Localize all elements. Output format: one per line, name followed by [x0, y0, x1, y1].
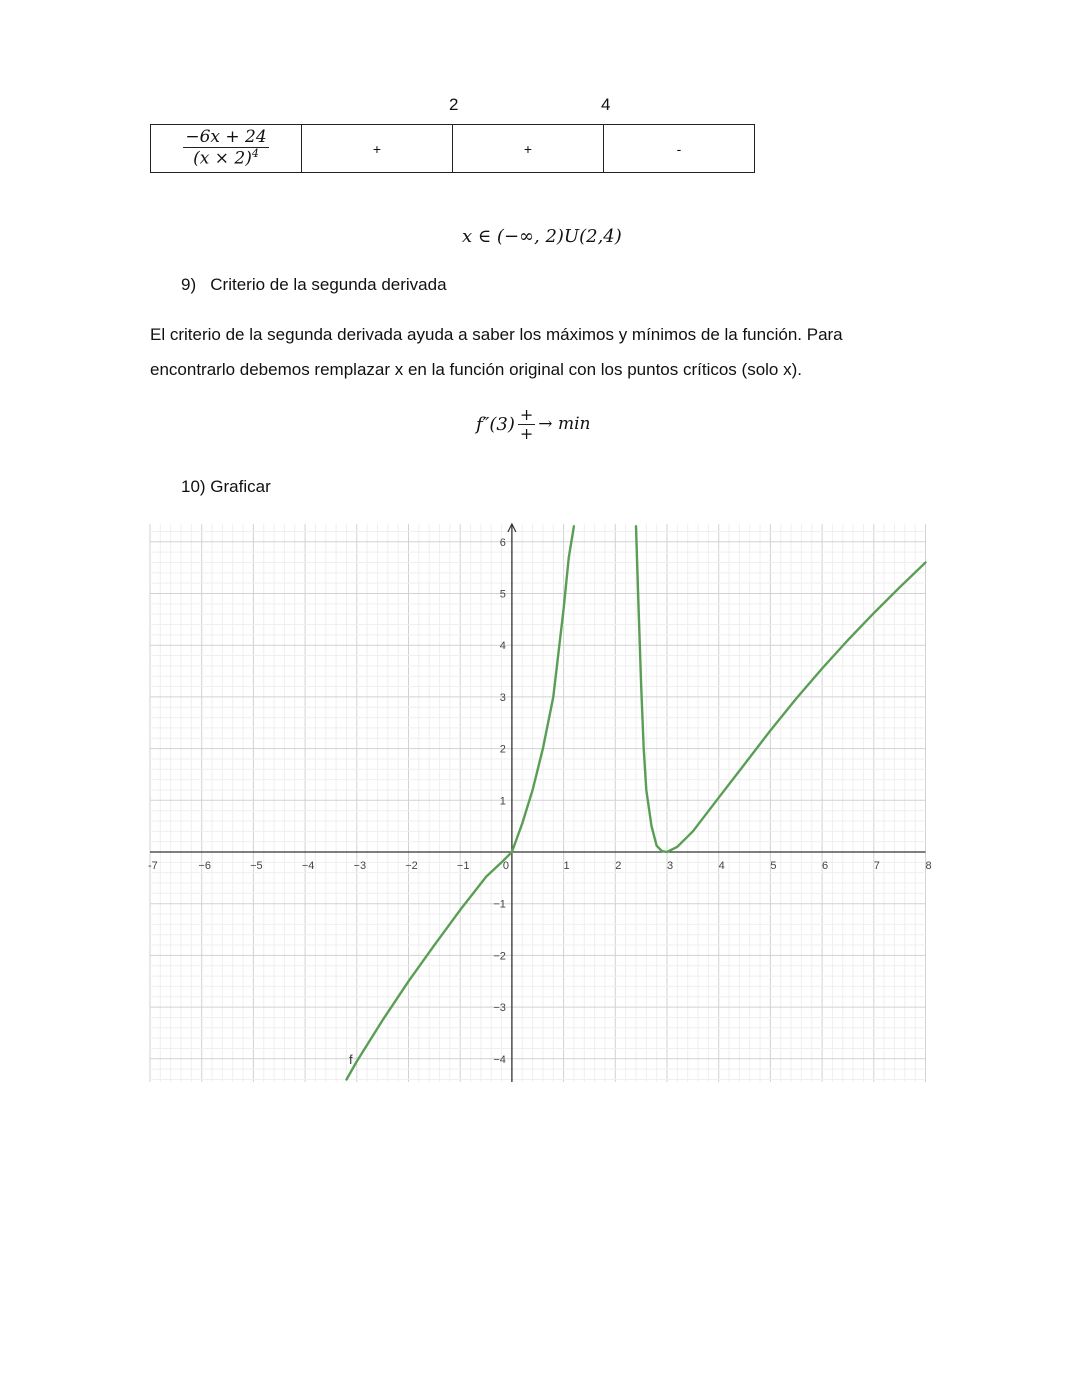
y-tick-label: 1: [499, 795, 506, 808]
section-9-paragraph: [150, 317, 843, 387]
y-tick-label: 3: [499, 691, 506, 704]
criterion-fraction-bottom: +: [519, 423, 534, 443]
criterion-result: → min: [538, 414, 591, 435]
x-tick-label: -7: [148, 860, 158, 872]
x-tick-label: 4: [718, 860, 725, 872]
table-row: [151, 125, 755, 173]
x-tick-label: −4: [301, 860, 315, 872]
rational-expression: [183, 128, 268, 168]
x-tick-label: −1: [456, 860, 470, 872]
section-9-heading: 9) Criterio de la segunda derivada: [181, 275, 447, 294]
section-10-heading: 10) Graficar: [181, 477, 271, 496]
criterion-sign-fraction: [518, 406, 535, 442]
x-tick-label: 0: [502, 860, 509, 872]
y-tick-label: 6: [499, 536, 506, 549]
x-tick-label: −6: [198, 860, 211, 872]
function-graph: [148, 520, 932, 1086]
sign-table: [150, 124, 755, 173]
x-tick-label: −5: [250, 860, 263, 872]
sign-table-boundary-4: 4: [601, 95, 611, 114]
expression-numerator: −6x + 24: [185, 127, 267, 148]
denominator-exponent: 4: [251, 147, 259, 161]
y-tick-label: 2: [499, 743, 506, 756]
expression-denominator: [183, 148, 268, 168]
sign-cell-interval-1: +: [302, 125, 453, 173]
series-label-f: f: [349, 1051, 353, 1067]
x-tick-label: 8: [925, 860, 932, 872]
sign-table-boundary-2: 2: [449, 95, 459, 114]
paragraph-line-2: encontrarlo debemos remplazar x en la función original con los puntos críticos (solo x).: [150, 360, 802, 379]
x-tick-label: −3: [353, 860, 367, 872]
y-tick-label: 4: [499, 640, 506, 653]
x-tick-label: 3: [666, 860, 674, 872]
criterion-fraction-top: +: [519, 405, 534, 424]
domain-expression: x ∈ (−∞, 2)U(2,4): [462, 226, 622, 247]
sign-cell-interval-3: -: [604, 125, 755, 173]
x-tick-label: 1: [563, 860, 570, 872]
sign-table-row-label: [151, 125, 302, 173]
denominator-base: (x × 2): [193, 148, 252, 169]
y-tick-label: −3: [493, 1002, 506, 1015]
criterion-lhs: f″(3): [476, 413, 515, 435]
x-tick-label: 6: [822, 860, 829, 872]
x-tick-label: 2: [615, 860, 622, 872]
second-derivative-criterion: [476, 406, 590, 442]
y-tick-label: −4: [493, 1053, 506, 1066]
y-tick-label: −1: [493, 898, 506, 911]
y-tick-label: −2: [493, 950, 506, 963]
y-tick-label: 5: [499, 588, 506, 601]
paragraph-line-1: El criterio de la segunda derivada ayuda a saber los máximos y mínimos de la función. Para: [150, 325, 843, 344]
x-tick-label: 5: [770, 860, 777, 872]
x-tick-label: −2: [405, 860, 418, 872]
x-tick-label: 7: [873, 860, 880, 872]
sign-cell-interval-2: +: [453, 125, 604, 173]
